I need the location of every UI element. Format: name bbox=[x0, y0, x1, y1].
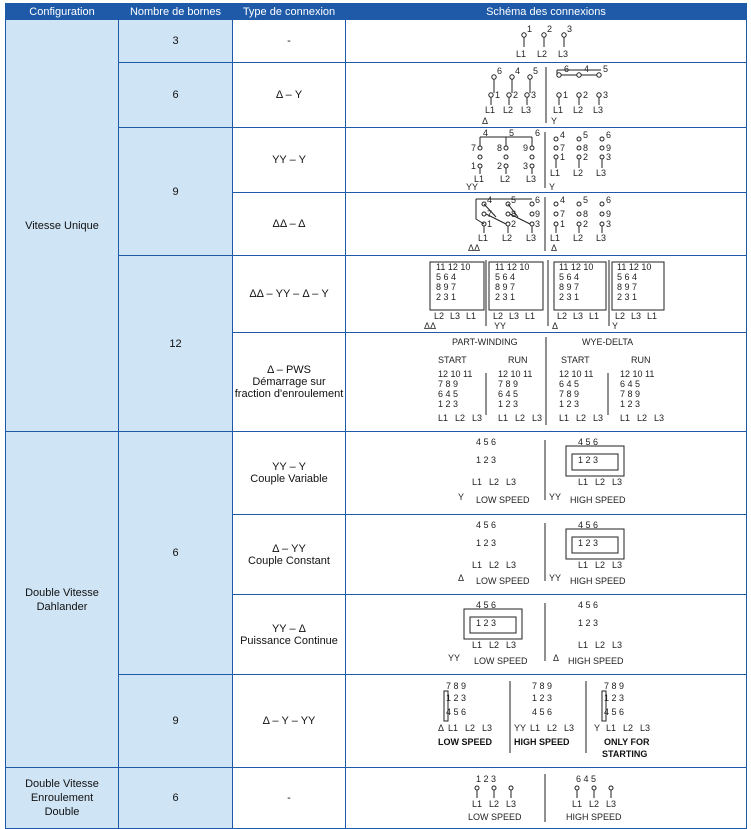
delta-symbol: Δ bbox=[458, 573, 465, 583]
wye-delta-label: WYE-DELTA bbox=[582, 337, 634, 347]
L3-label: L3 bbox=[526, 174, 537, 184]
svg-text:7: 7 bbox=[487, 209, 493, 219]
type-cell: ΔΔ – YY – Δ – Y bbox=[233, 256, 346, 333]
bornes-cell: 6 bbox=[119, 768, 233, 829]
L2-label: L2 bbox=[595, 640, 606, 650]
L3-label: L3 bbox=[596, 168, 607, 178]
yy-symbol: YY bbox=[448, 653, 461, 663]
svg-text:3: 3 bbox=[523, 161, 529, 171]
L3-label: L3 bbox=[558, 49, 569, 59]
type-line: fraction d'enroulement bbox=[234, 388, 344, 400]
svg-text:4: 4 bbox=[487, 195, 493, 205]
schema-dahlander-power bbox=[346, 595, 747, 675]
svg-text:9: 9 bbox=[523, 143, 529, 153]
svg-text:5: 5 bbox=[509, 128, 515, 138]
L3-label: L3 bbox=[506, 560, 517, 570]
delta-symbol: Δ bbox=[438, 723, 445, 733]
type-cell: YY – Y bbox=[233, 128, 346, 193]
svg-text:4: 4 bbox=[483, 128, 489, 138]
type-line: Puissance Continue bbox=[240, 634, 338, 647]
L3-label: L3 bbox=[509, 311, 520, 321]
high-speed-label: HIGH SPEED bbox=[570, 495, 626, 505]
svg-text:5 6 4: 5 6 4 bbox=[559, 272, 580, 282]
svg-text:12 10 11: 12 10 11 bbox=[620, 369, 655, 379]
svg-text:6 4 5: 6 4 5 bbox=[620, 379, 641, 389]
svg-text:1 2 3: 1 2 3 bbox=[438, 399, 459, 409]
high-speed-label: HIGH SPEED bbox=[570, 576, 626, 586]
part-winding-label: PART-WINDING bbox=[452, 337, 518, 347]
bornes-cell: 6 bbox=[119, 432, 233, 675]
svg-text:12 10 11: 12 10 11 bbox=[559, 369, 594, 379]
svg-text:1: 1 bbox=[495, 90, 501, 100]
svg-text:4 5 6: 4 5 6 bbox=[476, 437, 497, 447]
yy-symbol: YY bbox=[549, 573, 562, 583]
L3-label: L3 bbox=[532, 413, 543, 423]
start-label: START bbox=[561, 355, 590, 365]
svg-text:6: 6 bbox=[535, 195, 541, 205]
L2-label: L2 bbox=[573, 105, 584, 115]
L3-label: L3 bbox=[631, 311, 642, 321]
svg-text:7 8 9: 7 8 9 bbox=[620, 389, 641, 399]
schema-12-four-modes bbox=[346, 256, 747, 333]
bornes-cell: 12 bbox=[119, 256, 233, 432]
low-speed-label: LOW SPEED bbox=[438, 737, 493, 747]
L1-label: L1 bbox=[466, 311, 477, 321]
L1-label: L1 bbox=[438, 413, 449, 423]
L1-label: L1 bbox=[474, 174, 485, 184]
L2-label: L2 bbox=[434, 311, 445, 321]
svg-text:5: 5 bbox=[583, 195, 589, 205]
svg-text:12 10 11: 12 10 11 bbox=[438, 369, 473, 379]
svg-text:5 6 4: 5 6 4 bbox=[436, 272, 457, 282]
high-speed-label: HIGH SPEED bbox=[566, 812, 622, 822]
L1-label: L1 bbox=[572, 799, 583, 809]
L3-label: L3 bbox=[450, 311, 461, 321]
svg-text:9: 9 bbox=[535, 209, 541, 219]
schema-dahlander-constant bbox=[346, 515, 747, 595]
L2-label: L2 bbox=[489, 560, 500, 570]
yy-symbol: YY bbox=[549, 492, 562, 502]
schema-12-pws-wye-delta bbox=[346, 333, 747, 432]
type-line: Couple Variable bbox=[250, 473, 328, 485]
star-symbol: Y bbox=[551, 116, 558, 126]
L3-label: L3 bbox=[640, 723, 651, 733]
svg-text:2: 2 bbox=[583, 90, 589, 100]
start-label: START bbox=[438, 355, 467, 365]
svg-text:8 9 7: 8 9 7 bbox=[559, 282, 580, 292]
svg-text:6 4 5: 6 4 5 bbox=[498, 389, 519, 399]
L3-label: L3 bbox=[506, 799, 517, 809]
config-label: Double Vitesse Dahlander bbox=[25, 586, 99, 613]
svg-text:1 2 3: 1 2 3 bbox=[476, 538, 497, 548]
L2-label: L2 bbox=[537, 49, 548, 59]
type-cell: Δ – Y bbox=[233, 63, 346, 128]
svg-text:5: 5 bbox=[533, 66, 539, 76]
run-label: RUN bbox=[508, 355, 528, 365]
svg-text:5 6 4: 5 6 4 bbox=[617, 272, 638, 282]
double-delta-symbol: ΔΔ bbox=[424, 321, 437, 331]
svg-text:3: 3 bbox=[606, 152, 612, 162]
svg-text:5: 5 bbox=[583, 130, 589, 140]
L2-label: L2 bbox=[637, 413, 648, 423]
L3-label: L3 bbox=[573, 311, 584, 321]
svg-text:4 5 6: 4 5 6 bbox=[578, 600, 599, 610]
L1-label: L1 bbox=[472, 560, 483, 570]
delta-symbol: Δ bbox=[553, 653, 560, 663]
L2-label: L2 bbox=[493, 311, 504, 321]
L3-label: L3 bbox=[654, 413, 665, 423]
svg-text:2: 2 bbox=[583, 152, 589, 162]
table-row bbox=[6, 20, 747, 63]
high-speed-label: HIGH SPEED bbox=[514, 737, 570, 747]
L2-label: L2 bbox=[489, 640, 500, 650]
svg-text:6 4 5: 6 4 5 bbox=[438, 389, 459, 399]
svg-text:1: 1 bbox=[560, 219, 566, 229]
L2-label: L2 bbox=[502, 233, 513, 243]
bornes-cell: 3 bbox=[119, 20, 233, 63]
svg-text:1 2 3: 1 2 3 bbox=[476, 774, 497, 784]
L2-label: L2 bbox=[573, 233, 584, 243]
L2-label: L2 bbox=[573, 168, 584, 178]
svg-text:8 9 7: 8 9 7 bbox=[617, 282, 638, 292]
svg-text:1 2 3: 1 2 3 bbox=[604, 693, 625, 703]
svg-text:6: 6 bbox=[497, 66, 503, 76]
connection-table bbox=[5, 3, 747, 829]
table-row bbox=[6, 432, 747, 515]
L2-label: L2 bbox=[595, 477, 606, 487]
delta-symbol: Δ bbox=[482, 116, 489, 126]
type-cell: ΔΔ – Δ bbox=[233, 193, 346, 256]
L3-label: L3 bbox=[482, 723, 493, 733]
yy-symbol: YY bbox=[494, 321, 507, 331]
low-speed-label: LOW SPEED bbox=[474, 656, 528, 666]
star-symbol: Y bbox=[549, 182, 556, 192]
type-line: YY – Y bbox=[272, 461, 306, 473]
L1-label: L1 bbox=[553, 105, 564, 115]
config-single-speed: Vitesse Unique bbox=[6, 20, 119, 432]
svg-text:9: 9 bbox=[606, 143, 612, 153]
L1-label: L1 bbox=[620, 413, 631, 423]
svg-text:2 3 1: 2 3 1 bbox=[495, 292, 516, 302]
svg-text:4 5 6: 4 5 6 bbox=[578, 437, 599, 447]
L1-label: L1 bbox=[578, 640, 589, 650]
L3-label: L3 bbox=[526, 233, 537, 243]
svg-text:3: 3 bbox=[606, 219, 612, 229]
L1-label: L1 bbox=[472, 799, 483, 809]
svg-text:1 2 3: 1 2 3 bbox=[559, 399, 580, 409]
L1-label: L1 bbox=[559, 413, 570, 423]
svg-text:1 2 3: 1 2 3 bbox=[620, 399, 641, 409]
starting-label: STARTING bbox=[602, 749, 648, 759]
table-header-row bbox=[6, 4, 747, 20]
type-line: YY – Δ bbox=[271, 622, 307, 635]
svg-text:1: 1 bbox=[560, 152, 566, 162]
svg-text:2 3 1: 2 3 1 bbox=[617, 292, 638, 302]
svg-text:7 8 9: 7 8 9 bbox=[559, 389, 580, 399]
svg-text:8 9 7: 8 9 7 bbox=[436, 282, 457, 292]
header-bornes: Nombre de bornes bbox=[119, 4, 233, 20]
L1-label: L1 bbox=[498, 413, 509, 423]
terminal-group bbox=[516, 24, 572, 59]
bornes-cell: 6 bbox=[119, 63, 233, 128]
svg-text:9: 9 bbox=[606, 209, 612, 219]
L2-label: L2 bbox=[589, 799, 600, 809]
schema-6-terminals bbox=[346, 63, 747, 128]
svg-text:2: 2 bbox=[497, 161, 503, 171]
schema-3-terminals bbox=[346, 20, 747, 63]
svg-text:11 12 10: 11 12 10 bbox=[617, 262, 652, 272]
L2-label: L2 bbox=[595, 560, 606, 570]
L3-label: L3 bbox=[506, 640, 517, 650]
L2-label: L2 bbox=[615, 311, 626, 321]
svg-text:2: 2 bbox=[547, 24, 553, 34]
L3-label: L3 bbox=[593, 105, 604, 115]
config-dahlander bbox=[6, 432, 119, 768]
svg-text:1 2 3: 1 2 3 bbox=[532, 693, 553, 703]
svg-text:4 5 6: 4 5 6 bbox=[532, 707, 553, 717]
schema-9-dd-d bbox=[346, 193, 747, 256]
type-line: Δ – YY bbox=[272, 542, 306, 555]
delta-symbol: Δ bbox=[552, 321, 559, 331]
L1-label: L1 bbox=[578, 477, 589, 487]
run-label: RUN bbox=[631, 355, 651, 365]
schema-9-yy-y bbox=[346, 128, 747, 193]
L2-label: L2 bbox=[465, 723, 476, 733]
type-cell bbox=[233, 515, 346, 595]
svg-text:4: 4 bbox=[560, 195, 566, 205]
svg-text:8: 8 bbox=[583, 209, 589, 219]
L3-label: L3 bbox=[593, 413, 604, 423]
L3-label: L3 bbox=[564, 723, 575, 733]
svg-text:7 8 9: 7 8 9 bbox=[446, 681, 467, 691]
svg-text:6: 6 bbox=[564, 64, 570, 74]
svg-text:2 3 1: 2 3 1 bbox=[559, 292, 580, 302]
L1-label: L1 bbox=[448, 723, 459, 733]
low-speed-label: LOW SPEED bbox=[468, 812, 522, 822]
L1-label: L1 bbox=[478, 233, 489, 243]
svg-text:4 5 6: 4 5 6 bbox=[476, 600, 497, 610]
schema-dahlander-9 bbox=[346, 675, 747, 768]
svg-text:7 8 9: 7 8 9 bbox=[498, 379, 519, 389]
svg-text:11 12 10: 11 12 10 bbox=[495, 262, 530, 272]
type-line: Démarrage sur bbox=[252, 376, 326, 388]
svg-text:4 5 6: 4 5 6 bbox=[476, 520, 497, 530]
L2-label: L2 bbox=[455, 413, 466, 423]
yy-symbol: YY bbox=[514, 723, 527, 733]
L3-label: L3 bbox=[612, 560, 623, 570]
svg-text:8 9 7: 8 9 7 bbox=[495, 282, 516, 292]
L1-label: L1 bbox=[578, 560, 589, 570]
svg-text:2: 2 bbox=[583, 219, 589, 229]
svg-text:4 5 6: 4 5 6 bbox=[578, 520, 599, 530]
table-row bbox=[6, 768, 747, 829]
svg-text:1 2 3: 1 2 3 bbox=[498, 399, 519, 409]
svg-text:7 8 9: 7 8 9 bbox=[604, 681, 625, 691]
L2-label: L2 bbox=[515, 413, 526, 423]
svg-text:2: 2 bbox=[511, 219, 517, 229]
header-type: Type de connexion bbox=[233, 4, 346, 20]
svg-text:5: 5 bbox=[603, 64, 609, 74]
type-cell-pws bbox=[233, 333, 346, 432]
svg-text:1: 1 bbox=[487, 219, 493, 229]
type-cell bbox=[233, 432, 346, 515]
svg-text:1 2 3: 1 2 3 bbox=[578, 618, 599, 628]
svg-text:12 10 11: 12 10 11 bbox=[498, 369, 533, 379]
only-for-label: ONLY FOR bbox=[604, 737, 650, 747]
L3-label: L3 bbox=[612, 477, 623, 487]
L3-label: L3 bbox=[506, 477, 517, 487]
L1-label: L1 bbox=[525, 311, 536, 321]
L1-label: L1 bbox=[485, 105, 496, 115]
svg-text:1 2 3: 1 2 3 bbox=[446, 693, 467, 703]
svg-text:11 12 10: 11 12 10 bbox=[559, 262, 594, 272]
svg-text:3: 3 bbox=[531, 90, 537, 100]
svg-text:4: 4 bbox=[560, 130, 566, 140]
header-configuration: Configuration bbox=[6, 4, 119, 20]
svg-text:1: 1 bbox=[471, 161, 477, 171]
svg-text:4 5 6: 4 5 6 bbox=[446, 707, 467, 717]
L1-label: L1 bbox=[589, 311, 600, 321]
L2-label: L2 bbox=[503, 105, 514, 115]
svg-text:6 4 5: 6 4 5 bbox=[559, 379, 580, 389]
svg-text:11 12 10: 11 12 10 bbox=[436, 262, 471, 272]
L3-label: L3 bbox=[612, 640, 623, 650]
svg-text:5 6 4: 5 6 4 bbox=[495, 272, 516, 282]
low-speed-label: LOW SPEED bbox=[476, 495, 530, 505]
svg-text:5: 5 bbox=[511, 195, 517, 205]
L1-label: L1 bbox=[516, 49, 527, 59]
svg-text:7 8 9: 7 8 9 bbox=[532, 681, 553, 691]
svg-text:6: 6 bbox=[535, 128, 541, 138]
svg-text:8: 8 bbox=[583, 143, 589, 153]
L2-label: L2 bbox=[557, 311, 568, 321]
svg-text:1 2 3: 1 2 3 bbox=[476, 455, 497, 465]
svg-text:6: 6 bbox=[606, 195, 612, 205]
schema-double-winding bbox=[346, 768, 747, 829]
svg-text:1: 1 bbox=[527, 24, 533, 34]
delta-symbol: Δ bbox=[551, 243, 558, 253]
L1-label: L1 bbox=[550, 168, 561, 178]
L1-label: L1 bbox=[550, 233, 561, 243]
L1-label: L1 bbox=[530, 723, 541, 733]
svg-text:1 2 3: 1 2 3 bbox=[578, 538, 599, 548]
svg-text:1 2 3: 1 2 3 bbox=[578, 455, 599, 465]
star-symbol: Y bbox=[594, 723, 601, 733]
L1-label: L1 bbox=[472, 477, 483, 487]
L2-label: L2 bbox=[489, 799, 500, 809]
svg-text:7: 7 bbox=[560, 209, 566, 219]
type-line: Couple Constant bbox=[248, 554, 330, 567]
svg-text:7 8 9: 7 8 9 bbox=[438, 379, 459, 389]
L2-label: L2 bbox=[623, 723, 634, 733]
type-line: Δ – PWS bbox=[266, 364, 312, 376]
low-speed-label: LOW SPEED bbox=[476, 576, 530, 586]
type-cell: - bbox=[233, 768, 346, 829]
L1-label: L1 bbox=[606, 723, 617, 733]
star-symbol: Y bbox=[612, 321, 619, 331]
config-label: Double Vitesse Enroulement Double bbox=[25, 778, 99, 818]
L2-label: L2 bbox=[576, 413, 587, 423]
svg-text:2 3 1: 2 3 1 bbox=[436, 292, 457, 302]
schema-dahlander-variable bbox=[346, 432, 747, 515]
L3-label: L3 bbox=[521, 105, 532, 115]
L3-label: L3 bbox=[606, 799, 617, 809]
double-delta-symbol: ΔΔ bbox=[468, 243, 481, 253]
svg-text:7: 7 bbox=[471, 143, 477, 153]
type-cell: Δ – Y – YY bbox=[233, 675, 346, 768]
type-cell bbox=[233, 595, 346, 675]
svg-text:3: 3 bbox=[535, 219, 541, 229]
L2-label: L2 bbox=[500, 174, 511, 184]
L3-label: L3 bbox=[596, 233, 607, 243]
svg-text:1 2 3: 1 2 3 bbox=[476, 618, 497, 628]
L1-label: L1 bbox=[647, 311, 658, 321]
config-double-winding bbox=[6, 768, 119, 829]
svg-text:3: 3 bbox=[603, 90, 609, 100]
svg-text:4: 4 bbox=[515, 66, 521, 76]
bornes-cell: 9 bbox=[119, 128, 233, 256]
svg-text:4 5 6: 4 5 6 bbox=[604, 707, 625, 717]
high-speed-label: HIGH SPEED bbox=[568, 656, 624, 666]
L1-label: L1 bbox=[472, 640, 483, 650]
svg-text:7: 7 bbox=[560, 143, 566, 153]
svg-text:1: 1 bbox=[563, 90, 569, 100]
L3-label: L3 bbox=[472, 413, 483, 423]
svg-text:2: 2 bbox=[513, 90, 519, 100]
bornes-cell: 9 bbox=[119, 675, 233, 768]
svg-text:6 4 5: 6 4 5 bbox=[576, 774, 597, 784]
svg-text:6: 6 bbox=[606, 130, 612, 140]
svg-text:8: 8 bbox=[511, 209, 517, 219]
svg-text:3: 3 bbox=[567, 24, 573, 34]
L2-label: L2 bbox=[489, 477, 500, 487]
L2-label: L2 bbox=[547, 723, 558, 733]
type-cell: - bbox=[233, 20, 346, 63]
svg-text:4: 4 bbox=[584, 64, 590, 74]
star-symbol: Y bbox=[458, 492, 465, 502]
header-schema: Schéma des connexions bbox=[346, 4, 747, 20]
yy-symbol: YY bbox=[466, 182, 479, 192]
svg-text:8: 8 bbox=[497, 143, 503, 153]
